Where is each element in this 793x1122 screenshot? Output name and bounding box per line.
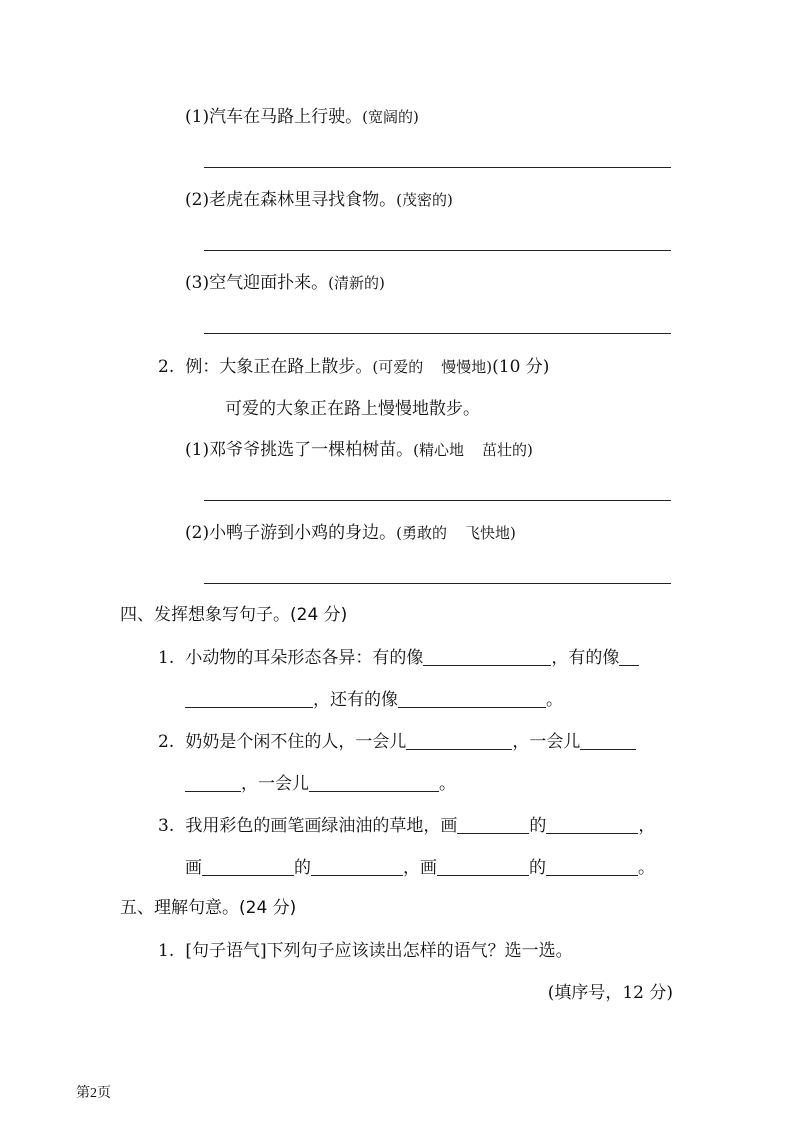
fill-blank[interactable] <box>185 689 313 708</box>
s4-q3-line1: 3. 我用彩色的画笔画绿油油的草地，画 的 ， <box>158 816 656 836</box>
page-number: 第2页 <box>76 1086 111 1101</box>
s4-q2-line2: ，一会儿 。 <box>185 773 456 795</box>
fill-blank[interactable] <box>398 689 546 708</box>
q1-item-1: (1)汽车在马路上行驶。(宽阔的) <box>185 107 419 127</box>
q2-example: 2. 例：大象正在路上散步。(可爱的 慢慢地)(10 分) <box>158 357 550 377</box>
q2-item-1: (1)邓爷爷挑选了一棵柏树苗。(精心地 茁壮的) <box>185 440 533 460</box>
fill-blank[interactable] <box>546 857 638 876</box>
s4-q1-line2: ，还有的像 。 <box>185 689 563 711</box>
answer-line[interactable] <box>204 333 671 334</box>
fill-blank[interactable] <box>202 857 294 876</box>
fill-blank[interactable] <box>619 647 639 666</box>
answer-line[interactable] <box>204 167 671 168</box>
fill-blank[interactable] <box>406 731 512 750</box>
s4-q1-line1: 1. 小动物的耳朵形态各异：有的像 ，有的像 <box>158 647 639 669</box>
answer-line[interactable] <box>204 500 671 501</box>
s5-q1-score: (填序号，12 分) <box>547 983 673 1003</box>
q2-example-answer: 可爱的大象正在路上慢慢地散步。 <box>225 399 480 419</box>
answer-line[interactable] <box>204 250 671 251</box>
fill-blank[interactable] <box>580 731 636 750</box>
q2-item-2: (2)小鸭子游到小鸡的身边。(勇敢的 飞快地) <box>185 523 516 543</box>
answer-line[interactable] <box>204 583 671 584</box>
s4-q3-line2: 画 的 ，画 的 。 <box>185 858 655 878</box>
fill-blank[interactable] <box>457 815 529 834</box>
s4-q2-line1: 2. 奶奶是个闲不住的人，一会儿 ，一会儿 <box>158 731 636 753</box>
section-4-title: 四、发挥想象写句子。(24 分) <box>120 605 348 625</box>
section-5-title: 五、理解句意。(24 分) <box>120 898 297 918</box>
fill-blank[interactable] <box>185 773 241 792</box>
fill-blank[interactable] <box>423 647 551 666</box>
s5-q1: 1. [句子语气]下列句子应该读出怎样的语气？选一选。 <box>158 941 573 961</box>
q1-item-2: (2)老虎在森林里寻找食物。(茂密的) <box>185 190 453 210</box>
fill-blank[interactable] <box>437 857 529 876</box>
q1-item-3: (3)空气迎面扑来。(清新的) <box>185 273 385 293</box>
fill-blank[interactable] <box>546 815 638 834</box>
fill-blank[interactable] <box>311 857 403 876</box>
fill-blank[interactable] <box>309 773 439 792</box>
